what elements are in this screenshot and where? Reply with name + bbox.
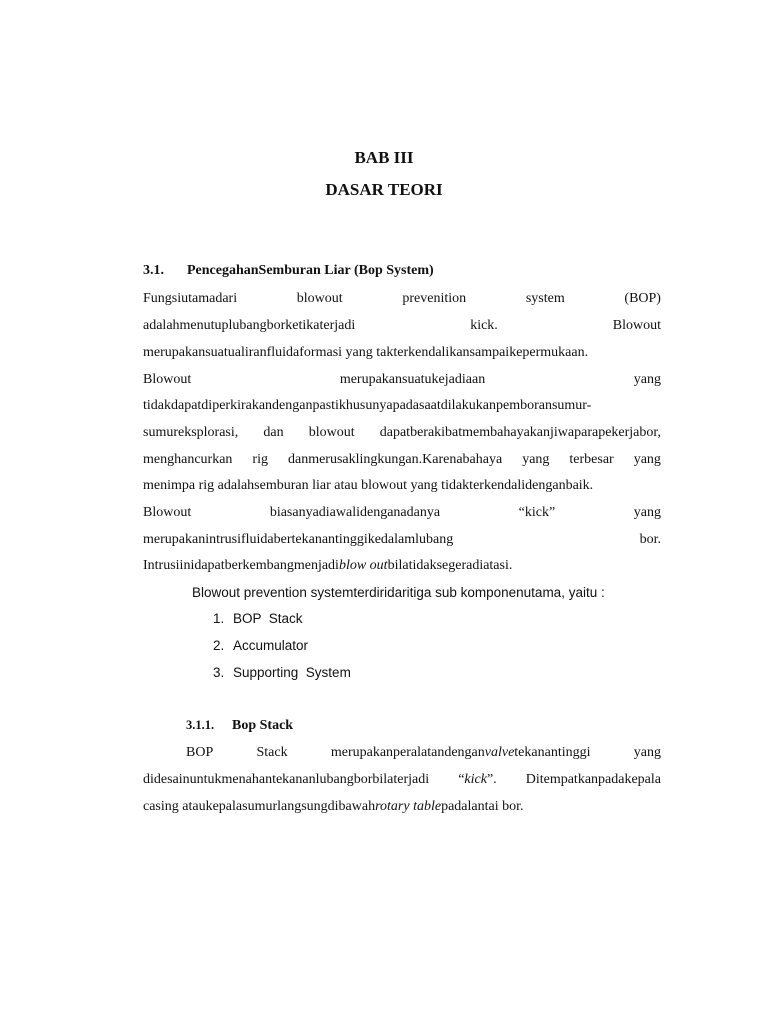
paragraph-line (143, 424, 661, 442)
word: Ditempatkanpadakepala (525, 772, 661, 787)
list-label: Supporting System (233, 665, 351, 680)
list-number: 3. (213, 665, 225, 680)
italic-term: kick (464, 772, 487, 787)
quote: “ (458, 772, 465, 787)
italic-term: rotary table (375, 799, 442, 814)
word: sumureksplorasi, (143, 425, 239, 440)
word: adalahmenutuplubangborketikaterjadi (143, 318, 356, 333)
word: terbesar (569, 452, 614, 467)
text-run: padalantai bor. (441, 799, 524, 814)
list-item (213, 665, 351, 680)
word: BOP (186, 745, 214, 760)
word: dapatberakibatmembahayakanjiwaparapekerjabor, (379, 425, 661, 440)
text-run: didesainuntukmenahantekananlubangborbilaterjadi (143, 772, 430, 787)
list-number: 1. (213, 611, 225, 626)
word: Stack (256, 745, 288, 760)
paragraph-line (143, 771, 661, 789)
subsection-number: 3.1.1. (186, 718, 215, 732)
word: prevenition (402, 291, 467, 306)
word: “kick” (518, 505, 556, 520)
word: Blowout (612, 318, 661, 333)
paragraph-line (143, 317, 661, 335)
paragraph-line: menimpa rig adalahsemburan liar atau blowout yang tidakterkendalidenganbaik. (143, 478, 594, 493)
section-heading-3-1 (143, 263, 434, 279)
text-run (331, 744, 591, 762)
italic-term: blow out (338, 558, 388, 573)
subsection-heading-3-1-1 (186, 718, 293, 734)
word: yang (633, 505, 661, 520)
section-title: PencegahanSemburan Liar (Bop System) (187, 263, 434, 278)
list-number: 2. (213, 638, 225, 653)
word: danmerusaklingkungan.Karenabahaya (287, 452, 503, 467)
word: (BOP) (624, 291, 661, 306)
paragraph-line: merupakansuatualiranfluidaformasi yang takterkendalikansampaikepermukaan. (143, 345, 589, 360)
text-run (143, 771, 429, 789)
word: kick. (470, 318, 498, 333)
text-run: casing ataukepalasumurlangsungdibawah (143, 799, 376, 814)
intro-sentence: Blowout prevention systemterdiridaritiga sub komponenutama, yaitu : (192, 585, 605, 600)
subsection-title: Bop Stack (232, 718, 294, 733)
word: merupakanintrusifluidabertekanantinggikedalamlubang (143, 532, 454, 547)
paragraph-line (143, 504, 661, 522)
paragraph-line: tidakdapatdiperkirakandenganpastikhusunyapadasaatdilakukanpemboransumur- (143, 398, 592, 413)
word: system (525, 291, 565, 306)
word: dan (263, 425, 284, 440)
word: menghancurkan (143, 452, 233, 467)
paragraph-line (143, 798, 661, 816)
text-run: tekanantinggi (514, 745, 591, 760)
word: blowout (296, 291, 343, 306)
paragraph-line (143, 531, 661, 549)
word: biasanyadiawalidenganadanya (269, 505, 441, 520)
text-run: merupakanperalatandengan (330, 745, 485, 760)
word: Fungsiutamadari (143, 291, 238, 306)
list-label: Accumulator (233, 638, 309, 653)
list-label: BOP Stack (233, 611, 303, 626)
italic-term: valve (484, 745, 515, 760)
section-number: 3.1. (143, 263, 164, 278)
chapter-title: DASAR TEORI (325, 180, 443, 199)
paragraph-line (143, 371, 661, 389)
word: Blowout (143, 505, 192, 520)
word: bor. (639, 532, 661, 547)
word: rig (252, 452, 268, 467)
word: merupakansuatukejadiaan (339, 372, 486, 387)
word: yang (633, 745, 661, 760)
text-run: Intrusiinidapatberkembangmenjadi (143, 558, 339, 573)
word: yang (522, 452, 550, 467)
word: Blowout (143, 372, 192, 387)
word: yang (633, 372, 661, 387)
paragraph-line (186, 744, 661, 762)
chapter-label: BAB III (354, 148, 414, 167)
paragraph-line (143, 557, 661, 575)
quote: ”. (486, 772, 497, 787)
text-run: bilatidaksegeradiatasi. (387, 558, 513, 573)
paragraph-line (143, 290, 661, 308)
list-item (213, 611, 303, 626)
text-run (458, 771, 496, 789)
word: blowout (308, 425, 355, 440)
list-item (213, 638, 308, 653)
word: yang (633, 452, 661, 467)
paragraph-line (143, 451, 661, 469)
